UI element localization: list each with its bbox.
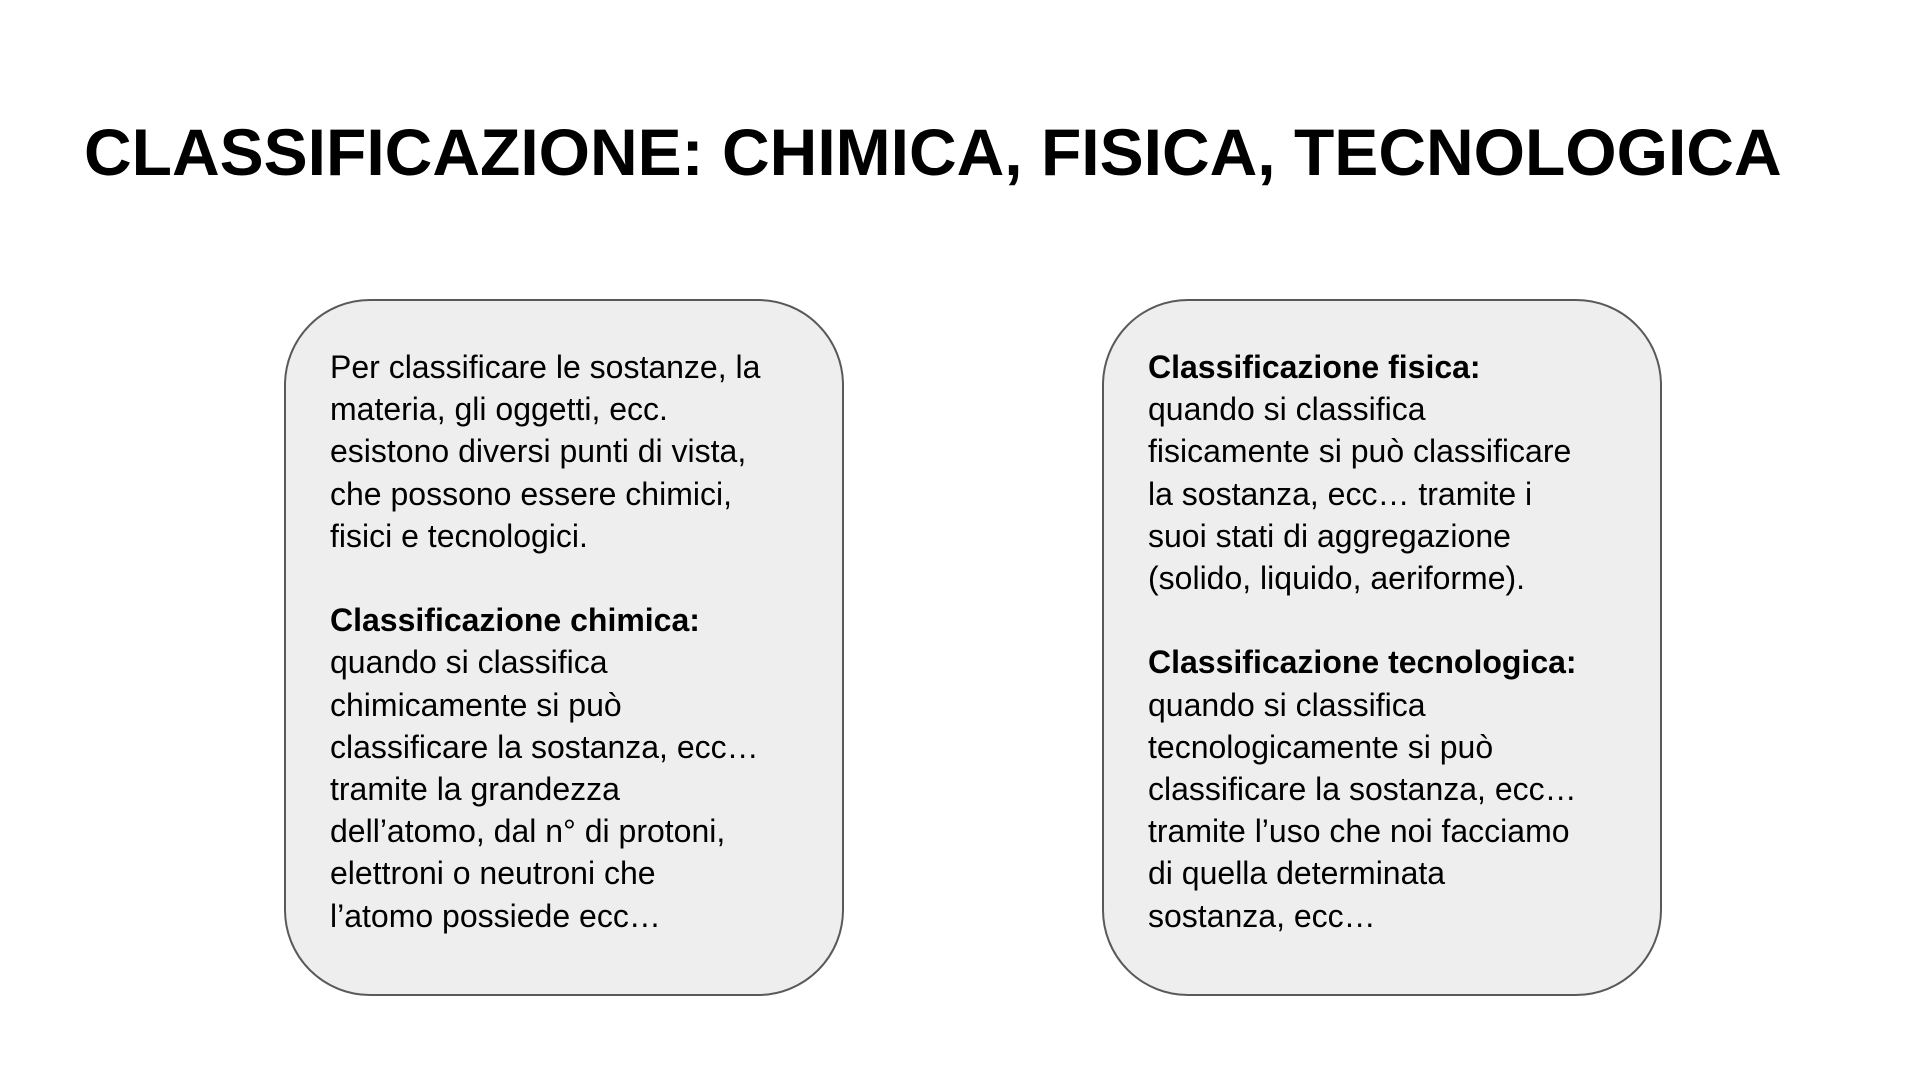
technological-section [1148,641,1640,936]
text-line: fisici e tecnologici. [330,517,588,554]
section-heading: Classificazione fisica: [1148,349,1481,385]
text-line: suoi stati di aggregazione [1148,517,1511,554]
text-line: quando si classifica [1148,686,1426,723]
text-line: chimicamente si può [330,686,622,723]
text-line: di quella determinata [1148,855,1446,892]
text-line: fisicamente si può classificare [1148,433,1572,470]
text-line: tramite l’uso che noi facciamo [1148,813,1570,850]
text-line: classificare la sostanza, ecc… [330,728,759,765]
text-line: l’atomo possiede ecc… [330,897,661,934]
text-line: tecnologicamente si può [1148,728,1494,765]
text-line: Per classificare le sostanze, la [330,349,761,385]
physical-section [1148,346,1640,599]
chemical-section [330,599,822,937]
text-line: esistono diversi punti di vista, [330,433,747,470]
text-line: quando si classifica [330,644,608,681]
card-body [330,346,822,937]
text-line: quando si classifica [1148,391,1426,428]
text-line: materia, gli oggetti, ecc. [330,391,668,428]
text-line: che possono essere chimici, [330,475,732,512]
text-line: elettroni o neutroni che [330,855,656,892]
chemical-classification-card [284,299,844,996]
text-line: (solido, liquido, aeriforme). [1148,560,1526,597]
text-line: dell’atomo, dal n° di protoni, [330,813,726,850]
physical-technological-classification-card [1102,299,1662,996]
text-line: tramite la grandezza [330,771,620,808]
card-body [1148,346,1640,937]
slide-title: CLASSIFICAZIONE: CHIMICA, FISICA, TECNOLOGICA [84,115,1782,189]
section-heading: Classificazione tecnologica: [1148,644,1577,681]
intro-paragraph [330,346,822,557]
section-heading: Classificazione chimica: [330,602,700,639]
text-line: la sostanza, ecc… tramite i [1148,475,1533,512]
text-line: classificare la sostanza, ecc… [1148,771,1577,808]
text-line: sostanza, ecc… [1148,897,1376,934]
